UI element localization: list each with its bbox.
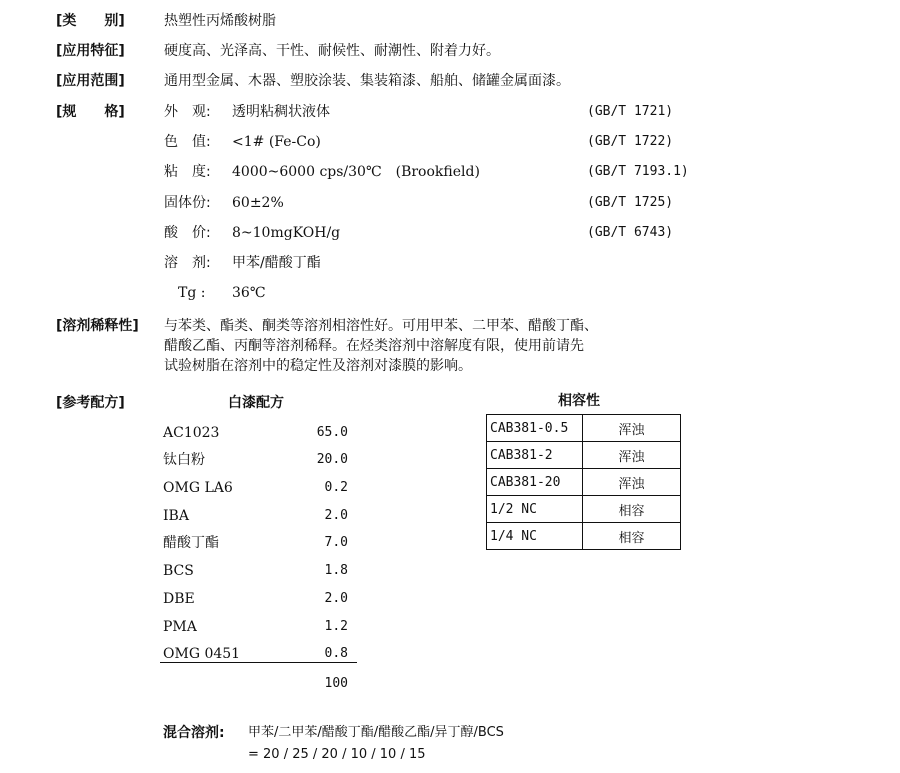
solvent-dilution-label: [溶剂稀释性]: [56, 318, 139, 334]
spec-name: Tg :: [178, 285, 206, 301]
compat-result: 浑浊: [583, 442, 681, 469]
compat-result: 相容: [583, 496, 681, 523]
formula-item-name: OMG 0451: [163, 646, 241, 662]
formula-item-name: 醋酸丁酯: [163, 535, 219, 551]
formula-item-amount: 2.0: [324, 508, 348, 523]
solvent-dilution-line: 与苯类、酯类、酮类等溶剂相溶性好。可用甲苯、二甲苯、醋酸丁酯、: [164, 318, 598, 334]
formula-item-name: BCS: [163, 563, 194, 579]
spec-name: 固体份:: [164, 195, 211, 211]
applications-value: 通用型金属、木器、塑胶涂装、集装箱漆、船舶、储罐金属面漆。: [164, 73, 570, 89]
spec-value: 36℃: [232, 285, 266, 301]
spec-standard: (GB/T 1725): [587, 195, 674, 210]
compat-material: 1/2 NC: [487, 496, 583, 523]
compatibility-title: 相容性: [558, 393, 600, 409]
spec-standard: (GB/T 6743): [587, 225, 674, 240]
spec-standard: (GB/T 7193.1): [587, 164, 689, 179]
applications-label: [应用范围]: [56, 73, 125, 89]
formula-item-amount: 20.0: [316, 452, 348, 467]
spec-value: <1# (Fe-Co): [232, 134, 321, 150]
formula-item-name: PMA: [163, 619, 197, 635]
compat-material: 1/4 NC: [487, 523, 583, 550]
compat-result: 相容: [583, 523, 681, 550]
formula-item-amount: 1.2: [324, 619, 348, 634]
total-divider: [160, 662, 357, 663]
formula-item-amount: 0.8: [324, 646, 348, 661]
reference-formula-label: [参考配方]: [56, 395, 125, 411]
formula-item-amount: 1.8: [324, 563, 348, 578]
formula-item-amount: 7.0: [324, 535, 348, 550]
table-row: [487, 415, 681, 442]
table-row: [487, 442, 681, 469]
features-label: [应用特征]: [56, 43, 125, 59]
spec-name: 色 值:: [164, 134, 211, 150]
formula-item-amount: 65.0: [316, 425, 348, 440]
compat-result: 浑浊: [583, 469, 681, 496]
spec-value: 透明粘稠状液体: [232, 104, 330, 120]
spec-value: 60±2%: [232, 195, 284, 211]
spec-name: 酸 价:: [164, 225, 211, 241]
formula-item-name: OMG LA6: [163, 480, 233, 496]
white-paint-title: 白漆配方: [228, 395, 284, 411]
features-value: 硬度高、光泽高、干性、耐候性、耐潮性、附着力好。: [164, 43, 500, 59]
formula-item-amount: 2.0: [324, 591, 348, 606]
spec-name: 溶 剂:: [164, 255, 211, 271]
spec-standard: (GB/T 1721): [587, 104, 674, 119]
formula-total: 100: [324, 676, 348, 691]
mixed-solvent-ratio: = 20 / 25 / 20 / 10 / 10 / 15: [248, 747, 426, 762]
solvent-dilution-line: 醋酸乙酯、丙酮等溶剂稀释。在烃类溶剂中溶解度有限，使用前请先: [164, 338, 584, 354]
mixed-solvent-value: 甲苯/二甲苯/醋酸丁酯/醋酸乙酯/异丁醇/BCS: [248, 725, 504, 740]
spec-name: 粘 度:: [164, 164, 211, 180]
spec-value: 8~10mgKOH/g: [232, 225, 341, 241]
formula-item-name: 钛白粉: [163, 452, 205, 468]
solvent-dilution-line: 试验树脂在溶剂中的稳定性及溶剂对漆膜的影响。: [164, 358, 472, 374]
specs-label: [规 格]: [56, 104, 125, 120]
formula-item-amount: 0.2: [324, 480, 348, 495]
mixed-solvent-label: 混合溶剂:: [163, 725, 225, 741]
compat-material: CAB381-2: [487, 442, 583, 469]
compat-material: CAB381-0.5: [487, 415, 583, 442]
formula-item-name: AC1023: [163, 425, 220, 441]
compatibility-table: [486, 414, 681, 550]
spec-standard: (GB/T 1722): [587, 134, 674, 149]
formula-item-name: DBE: [163, 591, 195, 607]
category-label: [类 别]: [56, 13, 125, 29]
spec-value: 甲苯/醋酸丁酯: [232, 255, 321, 271]
table-row: [487, 496, 681, 523]
spec-name: 外 观:: [164, 104, 211, 120]
table-row: [487, 523, 681, 550]
category-value: 热塑性丙烯酸树脂: [164, 13, 276, 29]
table-row: [487, 469, 681, 496]
formula-item-name: IBA: [163, 508, 189, 524]
compat-result: 浑浊: [583, 415, 681, 442]
compat-material: CAB381-20: [487, 469, 583, 496]
spec-value: 4000~6000 cps/30℃ (Brookfield): [232, 164, 480, 180]
